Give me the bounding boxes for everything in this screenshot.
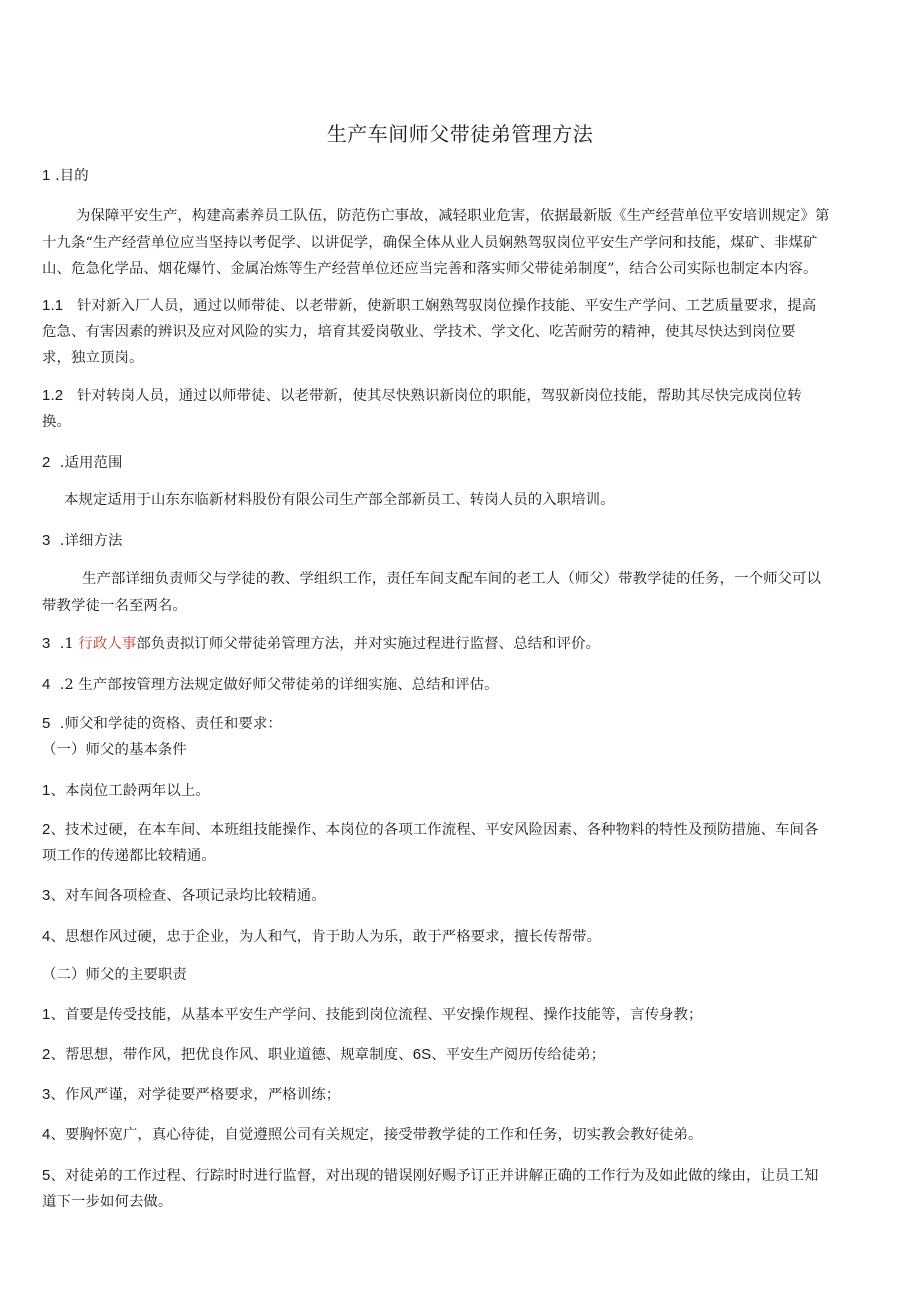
line-text: （一）师父的基本条件 xyxy=(42,742,187,758)
item-number: 1.1 xyxy=(42,297,64,314)
item-number: 2 xyxy=(42,1046,51,1063)
line-s5-heading xyxy=(42,711,887,737)
line-text: 带教学徒一名至两名。 xyxy=(42,598,187,614)
line-d3 xyxy=(42,1082,887,1108)
line-c2-l2 xyxy=(42,843,887,869)
line-s4-2 xyxy=(42,672,887,698)
line-s2-p1 xyxy=(64,487,887,513)
line-text: .2 生产部按管理方法规定做好师父带徒弟的详细实施、总结和评估。 xyxy=(50,677,499,693)
line-text: （二）师父的主要职责 xyxy=(42,967,187,983)
line-s1-heading xyxy=(42,163,887,189)
item-number: 3 xyxy=(42,635,51,652)
line-s5-sub2 xyxy=(42,962,887,988)
item-number: 3 xyxy=(42,1086,51,1103)
line-c1 xyxy=(42,778,887,804)
line-text: 十九条“生产经营单位应当坚持以考促学、以讲促学，确保全体从业人员娴熟驾驭岗位平安生产学问和技能，煤矿、非煤矿 xyxy=(42,235,818,251)
item-number: 4 xyxy=(42,676,51,693)
line-text: 、对徒弟的工作过程、行踪时时进行监督，对出现的错误刚好赐予订正并讲解正确的工作行为及如此做的缘由，让员工知 xyxy=(50,1168,819,1184)
line-text-rest: 、平安生产阅历传给徒弟； xyxy=(431,1047,606,1063)
item-number: 4 xyxy=(42,1126,51,1143)
line-text: 、帮思想，带作风，把优良作风、职业道德、规章制度、 xyxy=(50,1047,413,1063)
line-text: 针对转岗人员，通过以师带徒、以老带新，使其尽快熟识新岗位的职能，驾驭新岗位技能，帮助其尽快完成岗位转 xyxy=(63,388,802,404)
line-d1 xyxy=(42,1002,887,1028)
line-c4 xyxy=(42,924,887,950)
line-text: 道下一步如何去做。 xyxy=(42,1194,173,1210)
line-s3-p1-l1 xyxy=(82,566,887,592)
line-d2 xyxy=(42,1042,887,1068)
line-s3-1 xyxy=(42,631,887,657)
item-number: 1 xyxy=(42,782,51,799)
document-title: 生产车间师父带徒弟管理方法 xyxy=(326,122,594,146)
item-number: 2 xyxy=(42,821,51,838)
line-d4 xyxy=(42,1122,887,1148)
line-d5-l1 xyxy=(42,1163,887,1189)
line-text: 、对车间各项检查、各项记录均比较精通。 xyxy=(50,888,326,904)
line-text: 针对新入厂人员，通过以师带徒、以老带新，使新职工娴熟驾驭岗位操作技能、平安生产学问、工艺质量要求，提高 xyxy=(63,298,817,314)
line-text: .目的 xyxy=(50,168,89,184)
line-c3 xyxy=(42,883,887,909)
item-number: 3 xyxy=(42,532,51,549)
line-s1-2-l2 xyxy=(42,409,887,435)
line-text: .适用范围 xyxy=(50,455,123,471)
line-s3-heading xyxy=(42,528,887,554)
line-s1-1-l3 xyxy=(42,345,887,371)
line-text: 、首要是传受技能，从基本平安生产学问、技能到岗位流程、平安操作规程、操作技能等，言传身教； xyxy=(50,1007,703,1023)
item-number: 2 xyxy=(42,454,51,471)
line-text: 生产部详细负责师父与学徒的教、学组织工作，责任车间支配车间的老工人（师父）带教学徒的任务，一个师父可以 xyxy=(82,571,822,587)
line-c2-l1 xyxy=(42,817,887,843)
item-number: 5 xyxy=(42,1167,51,1184)
line-text: .详细方法 xyxy=(50,533,123,549)
line-text: 本规定适用于山东东临新材料股份有限公司生产部全部新员工、转岗人员的入职培训。 xyxy=(64,492,615,508)
line-s1-2-l1 xyxy=(42,383,887,409)
line-s1-p1-l2 xyxy=(42,230,887,256)
line-text: 危急、有害因素的辨识及应对风险的实力，培育其爱岗敬业、学技术、学文化、吃苦耐劳的精神，使其尽快达到岗位要 xyxy=(42,324,796,340)
line-text: 山、危急化学品、烟花爆竹、金属冶炼等生产经营单位还应当完善和落实师父带徒弟制度”，结合公司实际也制定本内容。 xyxy=(42,261,818,277)
line-text: .师父和学徒的资格、责任和要求： xyxy=(50,716,282,732)
line-text: .1 xyxy=(50,636,79,652)
item-number: 1 xyxy=(42,167,51,184)
line-text: 、作风严谨，对学徒要严格要求，严格训练； xyxy=(50,1087,341,1103)
line-s1-1-l1 xyxy=(42,293,887,319)
item-number: 4 xyxy=(42,928,51,945)
line-s3-p1-l2 xyxy=(42,593,887,619)
line-s5-sub1 xyxy=(42,737,887,763)
line-text: 项工作的传递都比较精通。 xyxy=(42,848,216,864)
line-text: 换。 xyxy=(42,414,71,430)
line-d5-l2 xyxy=(42,1189,887,1215)
line-s1-p1-l3 xyxy=(42,256,887,282)
line-text: 求，独立顶岗。 xyxy=(42,350,144,366)
line-text: 、思想作风过硬，忠于企业，为人和气，肯于助人为乐，敢于严格要求，擅长传帮带。 xyxy=(50,929,602,945)
highlighted-text: 行政人事 xyxy=(78,636,137,652)
line-text: 为保障平安生产，构建高素养员工队伍，防范伤亡事故，减轻职业危害，依据最新版《生产经营单位平安培训规定》第 xyxy=(76,208,830,224)
item-number: 1.2 xyxy=(42,387,64,404)
line-text: 、要胸怀宽广，真心待徒，自觉遵照公司有关规定，接受带教学徒的工作和任务，切实教会教好徒弟。 xyxy=(50,1127,703,1143)
inline-code-6s: 6S xyxy=(412,1046,432,1063)
line-s2-heading xyxy=(42,450,887,476)
line-text: 、本岗位工龄两年以上。 xyxy=(50,783,210,799)
item-number: 5 xyxy=(42,715,51,732)
item-number: 3 xyxy=(42,887,51,904)
item-number: 1 xyxy=(42,1006,51,1023)
line-s1-p1-l1 xyxy=(76,203,887,229)
line-s1-1-l2 xyxy=(42,319,887,345)
line-text: 、技术过硬，在本车间、本班组技能操作、本岗位的各项工作流程、平安风险因素、各种物料的特性及预防措施、车间各 xyxy=(50,822,819,838)
line-text-rest: 部负责拟订师父带徒弟管理方法，并对实施过程进行监督、总结和评价。 xyxy=(136,636,601,652)
